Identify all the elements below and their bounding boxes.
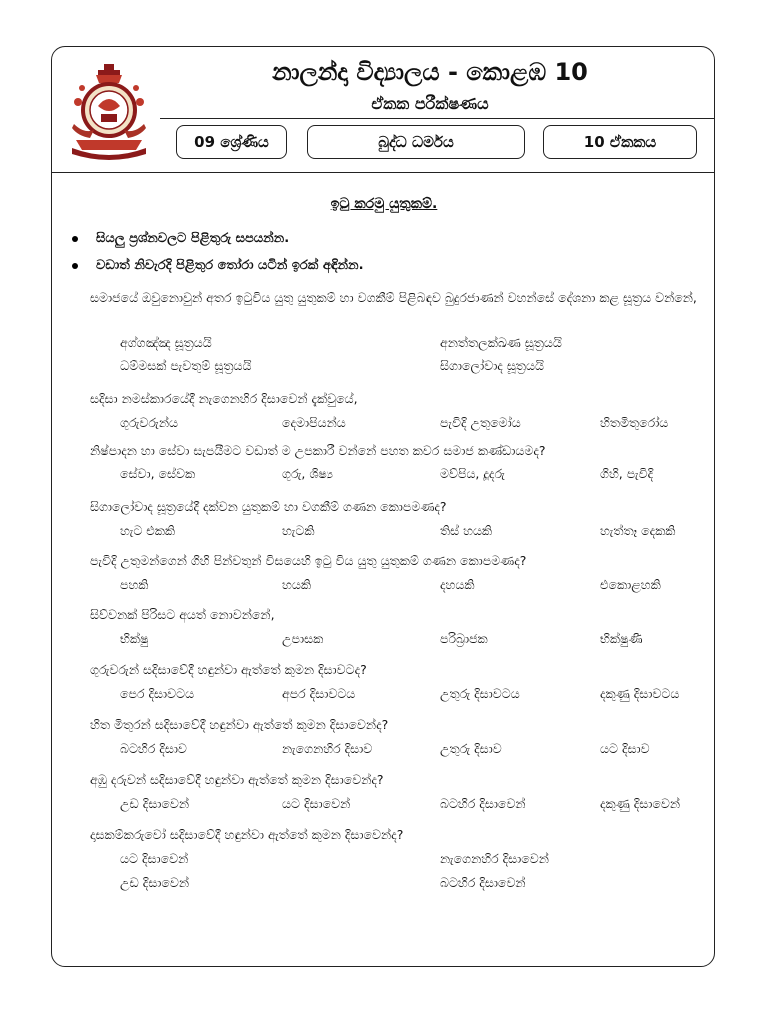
question-8: හිත මිතුරන් සදිසාවේදී හඳුන්වා ඇත්තේ කුමන දිසාවෙන්ද? — [90, 717, 389, 732]
q3-option-4[interactable]: ගිහි, පැවිදි — [600, 466, 654, 481]
question-5: පැවිදි උතුමන්ගෙන් ගිහි පින්වතුන් විසයෙහි ඉටු විය යුතු යුතුකම් ගණන කොපමණද? — [90, 553, 527, 568]
q9-option-1[interactable]: උඩ දිසාවෙන් — [120, 796, 190, 811]
q10-option-1[interactable]: යට දිසාවෙන් — [120, 851, 189, 866]
unit-box — [543, 125, 697, 159]
q8-option-1[interactable]: බටහිර දිසාව — [120, 741, 187, 756]
bullet-icon — [72, 236, 78, 242]
q7-option-4[interactable]: දකුණු දිසාවටය — [600, 686, 680, 701]
q6-option-4[interactable]: භික්ෂුණී — [600, 631, 643, 646]
header-bottom-divider — [51, 172, 715, 173]
question-1: සමාජයේ ඔවුනොවුන් අතර ඉටුවිය යුතු යුතුකම් හා වගකීම් පිළිබඳව බුදුරජාණන් වහන්සේ දේශනා කළ සූත්‍රය වන්නේ, — [90, 290, 697, 305]
q2-option-1[interactable]: ගුරුවරුන්ය — [120, 415, 178, 430]
instruction-item — [72, 231, 289, 246]
instruction-item — [72, 258, 364, 273]
q4-option-3[interactable]: තිස් හයකි — [440, 523, 493, 538]
q6-option-2[interactable]: උපාසක — [282, 631, 324, 646]
question-10: දාසකම්කරුවෝ සදිසාවේදී හඳුන්වා ඇත්තේ කුමන දිසාවෙන්ද? — [90, 827, 404, 842]
grade-box — [176, 125, 287, 159]
school-title: නාලන්දා විද්‍යාලය - කොළඹ 10 — [272, 58, 588, 86]
q7-option-3[interactable]: උතුරු දිසාවටය — [440, 686, 520, 701]
q5-option-1[interactable]: පහකි — [120, 577, 149, 592]
q10-option-4[interactable]: බටහිර දිසාවෙන් — [440, 875, 526, 890]
instructions-title: ඉටු කරමු යුතුකම්. — [330, 196, 438, 212]
subject-box — [307, 125, 525, 159]
question-2: සදිසා නමස්කාරයේදී නැගෙනහිර දිසාවෙන් දැක්වුයේ, — [90, 391, 358, 406]
q10-option-2[interactable]: නැගෙනහිර දිසාවෙන් — [440, 851, 549, 866]
instruction-text: වඩාත් නිවැරදි පිළිතුර තෝරා යටින් ඉරක් අඳින්න. — [96, 258, 364, 273]
q3-option-3[interactable]: මව්පිය, දූදරු — [440, 466, 505, 481]
exam-subtitle: ඒකක පරීක්ෂණය — [371, 94, 489, 113]
q5-option-3[interactable]: දහයකි — [440, 577, 475, 592]
q8-option-3[interactable]: උතුරු දිසාව — [440, 741, 502, 756]
q3-option-1[interactable]: සේවා, සේවක — [120, 466, 196, 481]
q9-option-4[interactable]: දකුණු දිසාවෙන් — [600, 796, 681, 811]
q6-option-3[interactable]: පරිබ්‍රාජක — [440, 631, 488, 646]
q3-option-2[interactable]: ගුරු, ශිෂ්‍ය — [282, 466, 333, 481]
q4-option-1[interactable]: හැට එකකි — [120, 523, 176, 538]
unit-label: 10 ඒකකය — [583, 133, 657, 151]
q7-option-1[interactable]: පෙර දිසාවටය — [120, 686, 195, 701]
grade-label: 09 ශ්‍රේණිය — [194, 133, 269, 151]
instruction-text: සියලු ප්‍රශ්නවලට පිළිතුරු සපයන්න. — [96, 231, 290, 246]
school-crest-logo — [68, 62, 150, 162]
question-7: ගුරුවරුන් සදිසාවේදී හඳුන්වා ඇත්තේ කුමන දිසාවටද? — [90, 662, 367, 677]
q8-option-2[interactable]: නැගෙනහිර දිසාව — [282, 741, 373, 756]
q6-option-1[interactable]: භික්ෂු — [120, 631, 149, 646]
q2-option-4[interactable]: හිතමිතුරෝය — [600, 415, 669, 430]
question-6: සිව්වනක් පිරිසට අයත් නොවන්නේ, — [90, 607, 275, 622]
q1-option-2[interactable]: අනත්තලක්ඛණ සූත්‍රයයි — [440, 335, 562, 350]
q9-option-2[interactable]: යට දිසාවෙන් — [282, 796, 351, 811]
q1-option-4[interactable]: සිගාලෝවාද සූත්‍රයයි — [440, 358, 544, 373]
q9-option-3[interactable]: බටහිර දිසාවෙන් — [440, 796, 526, 811]
q2-option-2[interactable]: දෙමාපියන්ය — [282, 415, 346, 430]
q8-option-4[interactable]: යට දිසාව — [600, 741, 650, 756]
bullet-icon — [72, 263, 78, 269]
q5-option-4[interactable]: එකොළහකි — [600, 577, 661, 592]
q4-option-4[interactable]: හැත්තෑ දෙකකි — [600, 523, 676, 538]
q1-option-3[interactable]: ධම්මසක් පැවතුම් සූත්‍රයයි — [120, 358, 252, 373]
q7-option-2[interactable]: අපර දිසාවටය — [282, 686, 356, 701]
header-divider — [160, 118, 715, 119]
q4-option-2[interactable]: හැටකි — [282, 523, 315, 538]
question-4: සිගාලෝවාද සූත්‍රයේදී දක්වන යුතුකම් හා වගකීම් ගණන කොපමණද? — [90, 499, 447, 514]
subject-label: බුද්ධ ධර්මය — [378, 133, 454, 151]
question-9: අඹු දරුවන් සදිසාවේදී හඳුන්වා ඇත්තේ කුමන දිසාවෙන්ද? — [90, 772, 384, 787]
q2-option-3[interactable]: පැවිදි උතුමෝය — [440, 415, 521, 430]
question-3: නිෂ්පාදන හා සේවා සැපයීමට වඩාත් ම උපකාරී වන්නේ පහත කවර සමාජ කණ්ඩායමද? — [90, 443, 546, 458]
q1-option-1[interactable]: අග්ගඤ්ඤ සූත්‍රයයි — [120, 335, 212, 350]
q10-option-3[interactable]: උඩ දිසාවෙන් — [120, 875, 190, 890]
q5-option-2[interactable]: හයකි — [282, 577, 311, 592]
